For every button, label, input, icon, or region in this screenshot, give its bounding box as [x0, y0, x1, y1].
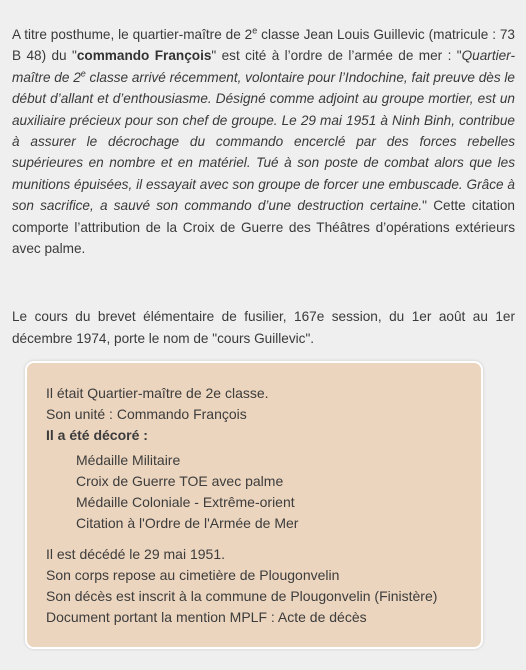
medal-item: Citation à l'Ordre de l'Armée de Mer — [76, 515, 299, 531]
medal-item: Médaille Militaire — [76, 452, 181, 468]
medal-item: Médaille Coloniale - Extrême-orient — [76, 494, 295, 510]
document-line: Document portant la mention MPLF : Acte de décès — [46, 609, 367, 625]
medals-list — [46, 450, 481, 534]
superscript-e-2: e — [80, 68, 86, 79]
citation-intro-text-3: " est cité à l’ordre de l’armée de mer : " — [211, 48, 462, 64]
death-date-line: Il est décédé le 29 mai 1951. — [46, 546, 226, 562]
decorated-heading: Il a été décoré : — [46, 427, 148, 443]
death-block — [46, 544, 481, 628]
medal-item: Croix de Guerre TOE avec palme — [76, 473, 284, 489]
citation-quote — [12, 48, 515, 213]
superscript-e: e — [252, 25, 258, 36]
citation-paragraph — [12, 24, 515, 259]
burial-line: Son corps repose au cimetière de Plougonvelin — [46, 567, 340, 583]
citation-outro-text: " Cette citation comporte l’attribution de la Croix de Guerre des Théâtres d’opérations extérieurs avec palme. — [12, 198, 515, 257]
citation-intro-text-2: classe Jean Louis Guillevic (matricule : 73 B 48) du " — [12, 27, 515, 64]
citation-quote-start: Quartier-maître de 2 — [12, 48, 515, 85]
citation-intro-text: A titre posthume, le quartier-maître de 2 — [12, 27, 253, 42]
biography-info-box — [25, 361, 483, 649]
course-paragraph: Le cours du brevet élémentaire de fusilier, 167e session, du 1er août au 1er décembre 1974, porte le nom de "cours Guillevic". — [12, 309, 515, 346]
commando-name-bold: commando François — [76, 48, 212, 64]
rank-line: Il était Quartier-maître de 2e classe. — [46, 385, 269, 401]
registry-line: Son décès est inscrit à la commune de Plougonvelin (Finistère) — [46, 588, 438, 604]
unit-line: Son unité : Commando François — [46, 406, 247, 422]
citation-quote-body: classe arrivé récemment, volontaire pour l’Indochine, fait preuve dès le début d’allant et d’enthousiasme. Désigné comme adjoint au groupe mortier, est un auxiliaire précieux pour son chef de groupe. Le 29 mai 1951 à Ninh Binh, contribue à assurer le décrochage du commando encerclé par des forces rebelles supérieures en nombre et en matériel. Tué à son poste de combat alors que les munitions épuisées, il essayait avec son groupe de forcer une embuscade. Grâce à son sacrifice, a sauvé son commando d’une destruction certaine. — [12, 69, 515, 214]
